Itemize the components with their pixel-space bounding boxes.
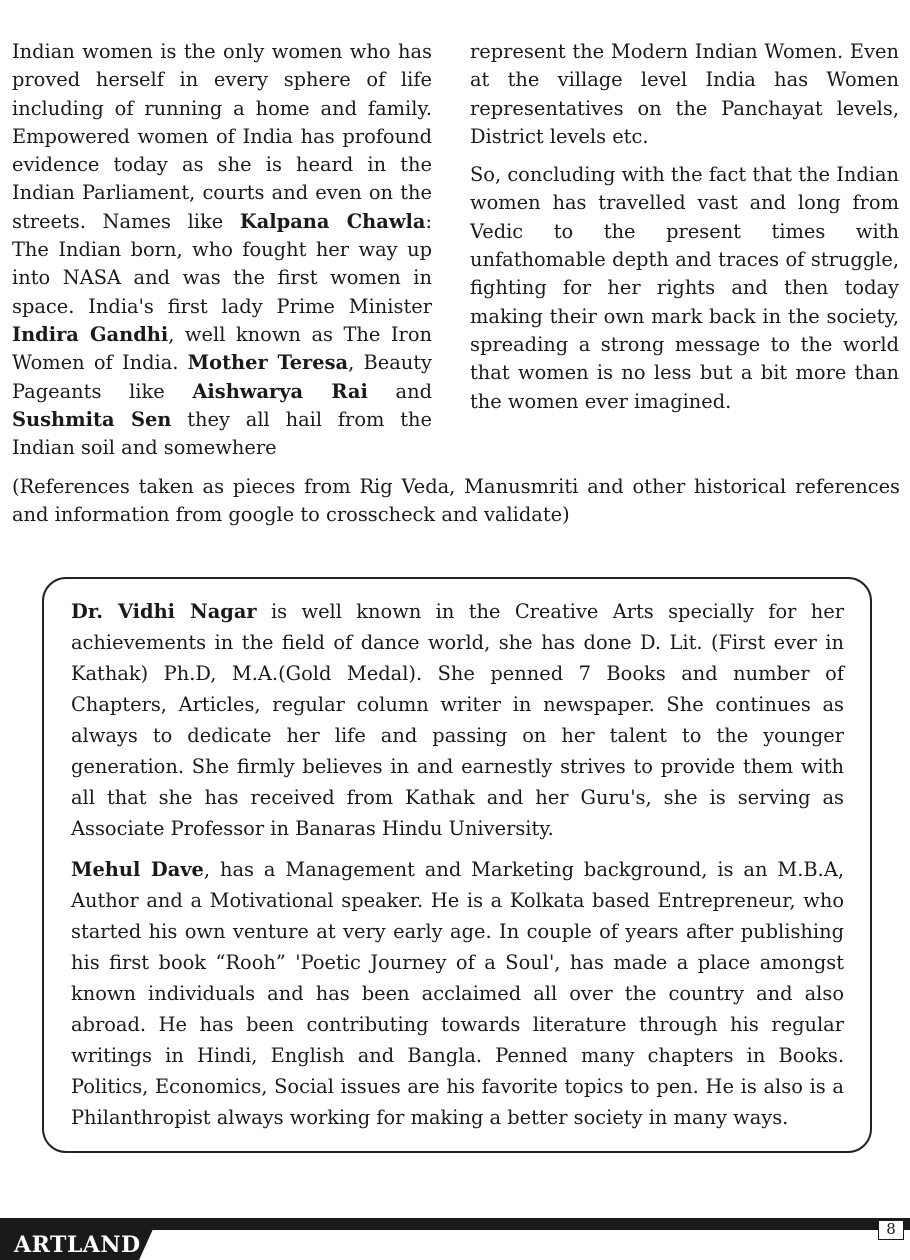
author-bio-mehul-dave — [71, 854, 844, 1133]
brand-logo-text: ARTLAND — [14, 1232, 141, 1258]
left-column-paragraph — [12, 38, 432, 462]
body-text: and — [367, 379, 432, 403]
author-name: Mehul Dave — [71, 858, 204, 881]
left-column — [12, 38, 432, 472]
name-kalpana-chawla: Kalpana Chawla — [239, 209, 426, 233]
right-column-paragraph-1: represent the Modern Indian Women. Even at the village level India has Women representatives on the Panchayat levels, District levels etc. — [470, 40, 899, 148]
body-text: Indian women is the only women who has proved herself in every sphere of life including of running a home and family. Empowered women of India has profound evidence today as she is heard in the Indian Parliament, courts and even on the streets. Names like — [12, 40, 432, 233]
references-note: (References taken as pieces from Rig Veda, Manusmriti and other historical references and information from google to crosscheck and validate) — [12, 475, 900, 527]
body-text: , Beauty Pageants like — [12, 351, 432, 403]
name-aishwarya-rai: Aishwarya Rai — [192, 379, 368, 403]
name-sushmita-sen: Sushmita Sen — [12, 407, 172, 431]
page-number: 8 — [878, 1220, 904, 1240]
body-text: : The Indian born, who fought her way up into NASA and was the first women in space. India's first lady Prime Minister — [12, 209, 432, 318]
right-column — [470, 38, 899, 426]
right-column-paragraph-2: So, concluding with the fact that the Indian women has travelled vast and long from Vedic to the present times with unfathomable depth and traces of struggle, fighting for her rights and then today making their own mark back in the society, spreading a strong message to the world that women is no less but a bit more than the women ever imagined. — [470, 163, 899, 413]
author-bio-text: , has a Management and Marketing background, is an M.B.A, Author and a Motivational speaker. He is a Kolkata based Entrepreneur, who started his own venture at very early age. In couple of years after publishing his first book “Rooh” 'Poetic Journey of a Soul', has made a place amongst known individuals and has been acclaimed all over the country and also abroad. He has been contributing towards literature through his regular writings in Hindi, English and Bangla. Penned many chapters in Books. Politics, Economics, Social issues are his favorite topics to pen. He is also is a Philanthropist always working for making a better society in many ways. — [71, 858, 844, 1129]
author-name: Dr. Vidhi Nagar — [71, 600, 257, 623]
name-mother-teresa: Mother Teresa — [187, 351, 349, 375]
author-bio-text: is well known in the Creative Arts specially for her achievements in the field of dance world, she has done D. Lit. (First ever in Kathak) Ph.D, M.A.(Gold Medal). She penned 7 Books and number of Chapters, Articles, regular column writer in newspaper. She continues as always to dedicate her life and passing on her talent to the younger generation. She firmly believes in and earnestly strives to provide them with all that she has received from Kathak and her Guru's, she is serving as Associate Professor in Banaras Hindu University. — [71, 600, 844, 840]
body-text: , well known as The Iron Women of India. — [12, 322, 432, 375]
author-bio-vidhi-nagar — [71, 596, 844, 844]
name-indira-gandhi: Indira Gandhi — [12, 322, 169, 346]
body-text: they all hail from the Indian soil and somewhere — [12, 407, 432, 460]
author-bio-box — [42, 577, 872, 1153]
